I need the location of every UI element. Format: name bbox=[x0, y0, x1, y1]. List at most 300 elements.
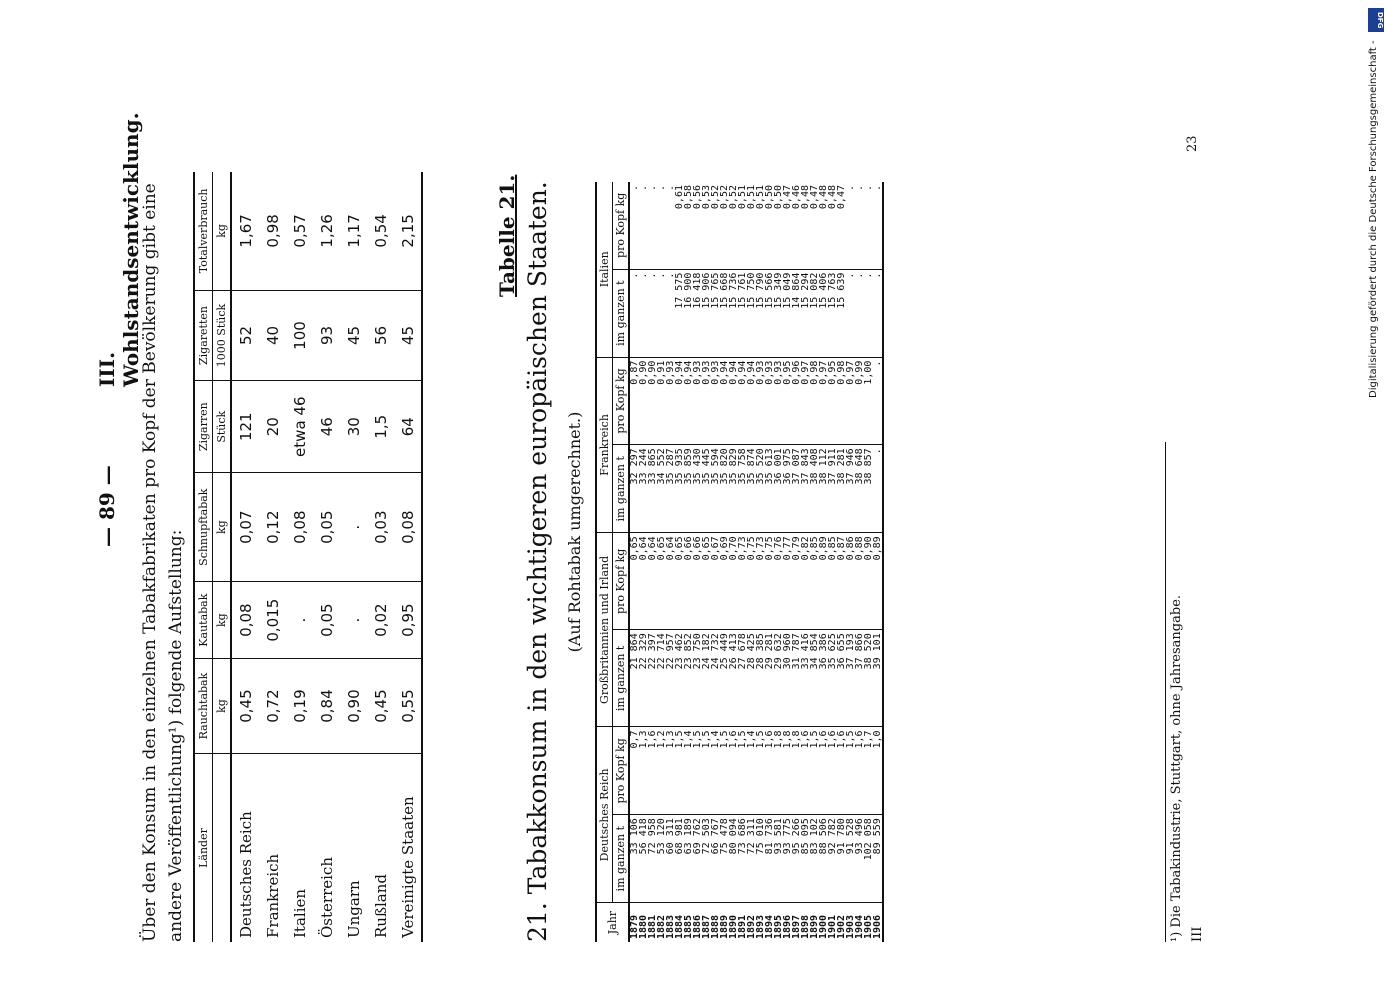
value-cell: 15 566 bbox=[765, 269, 774, 357]
subheader: im ganzen t bbox=[613, 269, 630, 357]
value-cell: . bbox=[340, 473, 367, 582]
value-cell: 0,95 bbox=[394, 582, 422, 659]
table1-unit: 1000 Stück bbox=[213, 290, 232, 381]
value-cell: 93 775 bbox=[783, 815, 792, 903]
year-cell: 1906 bbox=[873, 903, 883, 942]
value-cell: 0,85 bbox=[828, 533, 837, 630]
value-cell: 0,50 bbox=[773, 185, 784, 210]
value-cell: . bbox=[864, 269, 873, 357]
value-cell: 1,7 bbox=[864, 727, 873, 815]
value-cell: 0,93 bbox=[711, 357, 720, 445]
year-cell: 1883 bbox=[666, 903, 675, 942]
value-cell: . bbox=[648, 269, 657, 357]
value-cell: 68 981 bbox=[675, 815, 684, 903]
value-cell: . bbox=[340, 582, 367, 659]
value-cell: 1,8 bbox=[774, 727, 783, 815]
value-cell: 15 763 bbox=[828, 269, 837, 357]
value-cell: 31 787 bbox=[792, 630, 801, 727]
value-cell: 1,4 bbox=[684, 727, 693, 815]
value-cell: 2,15 bbox=[398, 214, 417, 248]
value-cell: 0,52 bbox=[728, 185, 739, 210]
value-cell: 0,02 bbox=[367, 582, 394, 659]
country-cell: Vereinigte Staaten bbox=[394, 754, 422, 943]
value-cell: 0,08 bbox=[231, 582, 259, 659]
value-cell: 93 496 bbox=[855, 815, 864, 903]
value-cell: 1,67 bbox=[236, 214, 255, 248]
year-cell: 1881 bbox=[648, 903, 657, 942]
value-cell: 0,45 bbox=[231, 659, 259, 754]
table-label: Tabelle 21. bbox=[495, 174, 519, 297]
year-cell: 1891 bbox=[738, 903, 747, 942]
value-cell: 22 397 bbox=[648, 630, 657, 727]
value-cell: . bbox=[638, 185, 649, 192]
table-row bbox=[259, 172, 286, 942]
value-cell: 21 864 bbox=[629, 630, 639, 727]
table-row bbox=[313, 172, 340, 942]
table-row bbox=[340, 172, 367, 942]
value-cell: 15 668 bbox=[720, 269, 729, 357]
value-cell: 1,5 bbox=[675, 727, 684, 815]
value-cell: 0,94 bbox=[738, 357, 747, 445]
year-cell: 1888 bbox=[711, 903, 720, 942]
value-cell: 72 311 bbox=[747, 815, 756, 903]
value-cell: 27 678 bbox=[738, 630, 747, 727]
country-cell: Frankreich bbox=[259, 754, 286, 943]
value-cell: 80 094 bbox=[729, 815, 738, 903]
value-cell: 69 762 bbox=[693, 815, 702, 903]
year-cell: 1898 bbox=[801, 903, 810, 942]
value-cell: 15 750 bbox=[747, 269, 756, 357]
value-cell: 20 bbox=[259, 381, 286, 473]
year-cell: 1899 bbox=[810, 903, 819, 942]
year-cell: 1893 bbox=[756, 903, 765, 942]
value-cell: 36 655 bbox=[837, 630, 846, 727]
value-cell: 0,48 bbox=[800, 185, 811, 210]
value-cell: 0,93 bbox=[693, 357, 702, 445]
value-cell: 52 bbox=[231, 290, 259, 381]
value-cell: 28 425 bbox=[747, 630, 756, 727]
value-cell: 24 732 bbox=[711, 630, 720, 727]
year-header: Jahr bbox=[596, 903, 629, 942]
value-cell: 1,8 bbox=[783, 727, 792, 815]
value-cell: 0,86 bbox=[846, 533, 855, 630]
value-cell: 38 408 bbox=[810, 445, 819, 533]
value-cell: 83 102 bbox=[810, 815, 819, 903]
value-cell: 91 780 bbox=[837, 815, 846, 903]
value-cell: 72 958 bbox=[648, 815, 657, 903]
value-cell: 0,75 bbox=[747, 533, 756, 630]
value-cell: 15 406 bbox=[819, 269, 828, 357]
value-cell: 0,58 bbox=[683, 185, 694, 210]
year-cell: 1901 bbox=[828, 903, 837, 942]
value-cell: 38 648 bbox=[855, 445, 864, 533]
value-cell: 0,45 bbox=[367, 659, 394, 754]
value-cell: 0,88 bbox=[855, 533, 864, 630]
value-cell: 1,2 bbox=[657, 727, 666, 815]
value-cell: . bbox=[647, 185, 658, 192]
value-cell: 0,015 bbox=[259, 582, 286, 659]
table1-unit: kg bbox=[213, 582, 232, 659]
country-cell: Italien bbox=[286, 754, 313, 943]
year-cell: 1880 bbox=[639, 903, 648, 942]
value-cell: 92 782 bbox=[828, 815, 837, 903]
value-cell: 22 714 bbox=[657, 630, 666, 727]
value-cell: 37 866 bbox=[855, 630, 864, 727]
consumption-table bbox=[193, 172, 423, 942]
country-cell: Rußland bbox=[367, 754, 394, 943]
year-cell: 1884 bbox=[675, 903, 684, 942]
year-cell: 1895 bbox=[774, 903, 783, 942]
value-cell: 0,64 bbox=[639, 533, 648, 630]
value-cell: 0,91 bbox=[657, 357, 666, 445]
value-cell: 53 120 bbox=[657, 815, 666, 903]
value-cell: 0,85 bbox=[810, 533, 819, 630]
value-cell: . bbox=[873, 357, 883, 445]
value-cell: 75 478 bbox=[720, 815, 729, 903]
value-cell: 35 445 bbox=[702, 445, 711, 533]
value-cell: 0,47 bbox=[836, 185, 847, 210]
value-cell: 0,54 bbox=[371, 214, 390, 248]
year-cell: 1902 bbox=[837, 903, 846, 942]
table1-unit: kg bbox=[213, 172, 232, 290]
value-cell: 1,6 bbox=[765, 727, 774, 815]
value-cell: 1,00 bbox=[864, 357, 873, 445]
subheader: im ganzen t bbox=[613, 815, 630, 903]
value-cell: 0,87 bbox=[629, 357, 639, 445]
value-cell: 35 859 bbox=[684, 445, 693, 533]
value-cell: 16 418 bbox=[693, 269, 702, 357]
value-cell: 36 975 bbox=[783, 445, 792, 533]
value-cell: 35 613 bbox=[765, 445, 774, 533]
value-cell: 35 874 bbox=[747, 445, 756, 533]
value-cell: 0,94 bbox=[720, 357, 729, 445]
value-cell: 16 900 bbox=[684, 269, 693, 357]
section-title: III. Wohlstandsentwicklung. bbox=[95, 112, 143, 387]
value-cell: 38 281 bbox=[837, 445, 846, 533]
value-cell: 0,94 bbox=[684, 357, 693, 445]
value-cell: 35 520 bbox=[756, 445, 765, 533]
value-cell: 60 311 bbox=[666, 815, 675, 903]
value-cell: 64 bbox=[394, 381, 422, 473]
value-cell: 63 189 bbox=[684, 815, 693, 903]
value-cell: 0,05 bbox=[313, 582, 340, 659]
value-cell: 0,53 bbox=[701, 185, 712, 210]
value-cell: 15 761 bbox=[738, 269, 747, 357]
value-cell: 0,61 bbox=[674, 185, 685, 210]
value-cell: 0,93 bbox=[774, 357, 783, 445]
value-cell: 0,07 bbox=[231, 473, 259, 582]
value-cell: 15 906 bbox=[702, 269, 711, 357]
value-cell: 0,95 bbox=[783, 357, 792, 445]
table1-header: Zigarren bbox=[194, 381, 213, 473]
value-cell: 37 843 bbox=[801, 445, 810, 533]
value-cell: 0,57 bbox=[290, 214, 309, 248]
value-cell: 1,5 bbox=[702, 727, 711, 815]
value-cell: 0,73 bbox=[738, 533, 747, 630]
value-cell: 15 639 bbox=[837, 269, 846, 357]
value-cell: 56 bbox=[367, 290, 394, 381]
table-row bbox=[286, 172, 313, 942]
value-cell: 75 010 bbox=[756, 815, 765, 903]
value-cell: 46 bbox=[313, 381, 340, 473]
value-cell: 35 625 bbox=[828, 630, 837, 727]
value-cell: 0,08 bbox=[286, 473, 313, 582]
value-cell: 0,75 bbox=[765, 533, 774, 630]
value-cell: 33 416 bbox=[801, 630, 810, 727]
value-cell: 93 581 bbox=[774, 815, 783, 903]
value-cell: 0,51 bbox=[746, 185, 757, 210]
value-cell: 0,64 bbox=[666, 533, 675, 630]
table-row bbox=[873, 182, 883, 942]
value-cell: 72 503 bbox=[702, 815, 711, 903]
value-cell: . bbox=[845, 185, 856, 192]
value-cell: 0,89 bbox=[873, 533, 883, 630]
value-cell: 0,87 bbox=[837, 533, 846, 630]
value-cell: 0,94 bbox=[729, 357, 738, 445]
value-cell: 24 182 bbox=[702, 630, 711, 727]
page-header bbox=[95, 112, 143, 942]
value-cell: 1,6 bbox=[819, 727, 828, 815]
value-cell: 0,52 bbox=[710, 185, 721, 210]
year-cell: 1903 bbox=[846, 903, 855, 942]
value-cell: 0,95 bbox=[828, 357, 837, 445]
value-cell: 37 946 bbox=[846, 445, 855, 533]
value-cell: 35 430 bbox=[693, 445, 702, 533]
value-cell: 88 506 bbox=[819, 815, 828, 903]
value-cell: 23 462 bbox=[675, 630, 684, 727]
value-cell: 0,76 bbox=[774, 533, 783, 630]
value-cell: 0,98 bbox=[837, 357, 846, 445]
value-cell: 0,64 bbox=[648, 533, 657, 630]
year-cell: 1897 bbox=[792, 903, 801, 942]
value-cell: 28 385 bbox=[756, 630, 765, 727]
value-cell: 85 095 bbox=[801, 815, 810, 903]
value-cell: 0,96 bbox=[792, 357, 801, 445]
value-cell: 37 193 bbox=[846, 630, 855, 727]
value-cell: 0,90 bbox=[639, 357, 648, 445]
value-cell: 91 528 bbox=[846, 815, 855, 903]
subheader: pro Kopf kg bbox=[613, 182, 630, 269]
year-cell: 1904 bbox=[855, 903, 864, 942]
value-cell: 0,97 bbox=[846, 357, 855, 445]
value-cell: 0,66 bbox=[684, 533, 693, 630]
value-cell: . bbox=[855, 269, 864, 357]
value-cell: 45 bbox=[394, 290, 422, 381]
value-cell: 0,03 bbox=[367, 473, 394, 582]
table1-header: Rauchtabak bbox=[194, 659, 213, 754]
value-cell: . bbox=[629, 269, 639, 357]
value-cell: 39 101 bbox=[873, 630, 883, 727]
value-cell: 0,52 bbox=[719, 185, 730, 210]
country-cell: Ungarn bbox=[340, 754, 367, 943]
value-cell: 1,6 bbox=[729, 727, 738, 815]
value-cell: 0,77 bbox=[783, 533, 792, 630]
value-cell: 0,56 bbox=[692, 185, 703, 210]
sheet-number: 23 bbox=[1185, 135, 1200, 152]
value-cell: 26 413 bbox=[729, 630, 738, 727]
tobacco-consumption-table bbox=[595, 182, 884, 942]
value-cell: 0,70 bbox=[729, 533, 738, 630]
country-group-header: Italien bbox=[596, 182, 613, 357]
table1-header: Länder bbox=[194, 754, 213, 943]
table1-header: Zigaretten bbox=[194, 290, 213, 381]
value-cell: 0,66 bbox=[693, 533, 702, 630]
value-cell: 0,89 bbox=[819, 533, 828, 630]
value-cell: 0,84 bbox=[313, 659, 340, 754]
value-cell: 0,90 bbox=[340, 659, 367, 754]
value-cell: 29 632 bbox=[774, 630, 783, 727]
value-cell: 0,93 bbox=[765, 357, 774, 445]
value-cell: 121 bbox=[231, 381, 259, 473]
value-cell: 22 957 bbox=[666, 630, 675, 727]
value-cell: 0,98 bbox=[810, 357, 819, 445]
year-cell: 1900 bbox=[819, 903, 828, 942]
value-cell: 0,08 bbox=[394, 473, 422, 582]
year-cell: 1890 bbox=[729, 903, 738, 942]
value-cell: . bbox=[854, 185, 865, 192]
value-cell: 0,48 bbox=[827, 185, 838, 210]
value-cell: 1,6 bbox=[648, 727, 657, 815]
value-cell: 0,51 bbox=[737, 185, 748, 210]
value-cell: 0,12 bbox=[259, 473, 286, 582]
value-cell: 35 758 bbox=[738, 445, 747, 533]
subheader: im ganzen t bbox=[613, 630, 630, 727]
value-cell: 0,65 bbox=[702, 533, 711, 630]
year-cell: 1892 bbox=[747, 903, 756, 942]
value-cell: 22 329 bbox=[639, 630, 648, 727]
value-cell: . bbox=[665, 185, 676, 192]
value-cell: 1,6 bbox=[837, 727, 846, 815]
year-cell: 1879 bbox=[629, 903, 639, 942]
value-cell: 15 736 bbox=[729, 269, 738, 357]
value-cell: 29 281 bbox=[765, 630, 774, 727]
table-row bbox=[394, 172, 422, 942]
value-cell: 15 294 bbox=[801, 269, 810, 357]
value-cell: 0,55 bbox=[394, 659, 422, 754]
dfg-logo: DFG bbox=[1368, 8, 1384, 32]
value-cell: 15 082 bbox=[810, 269, 819, 357]
value-cell: 35 594 bbox=[711, 445, 720, 533]
value-cell: 0,72 bbox=[259, 659, 286, 754]
table-row bbox=[231, 172, 259, 942]
value-cell: . bbox=[639, 269, 648, 357]
value-cell: 0,94 bbox=[747, 357, 756, 445]
value-cell: 15 765 bbox=[711, 269, 720, 357]
value-cell: 0,47 bbox=[782, 185, 793, 210]
value-cell: 0,47 bbox=[809, 185, 820, 210]
value-cell: 35 935 bbox=[675, 445, 684, 533]
value-cell: 15 349 bbox=[774, 269, 783, 357]
value-cell: 0,90 bbox=[648, 357, 657, 445]
value-cell: 25 449 bbox=[720, 630, 729, 727]
value-cell: 0,46 bbox=[791, 185, 802, 210]
value-cell: 1,5 bbox=[693, 727, 702, 815]
table1-unit: kg bbox=[213, 473, 232, 582]
value-cell: . bbox=[873, 445, 883, 533]
value-cell: 1,6 bbox=[828, 727, 837, 815]
value-cell: 0,93 bbox=[666, 357, 675, 445]
value-cell: etwa 46 bbox=[286, 381, 313, 473]
value-cell: 73 686 bbox=[738, 815, 747, 903]
country-cell: Österreich bbox=[313, 754, 340, 943]
year-cell: 1886 bbox=[693, 903, 702, 942]
value-cell: 38 112 bbox=[819, 445, 828, 533]
value-cell: 0,94 bbox=[675, 357, 684, 445]
value-cell: 95 266 bbox=[792, 815, 801, 903]
value-cell: 0,69 bbox=[720, 533, 729, 630]
table1-header: Schnupftabak bbox=[194, 473, 213, 582]
dfg-credit-text: Digitalisierung gefördert durch die Deutsche Forschungsgemeinschaft - bbox=[1368, 40, 1379, 398]
value-cell: 100 bbox=[286, 290, 313, 381]
value-cell: . bbox=[629, 185, 640, 192]
value-cell: 89 559 bbox=[873, 815, 883, 903]
value-cell: 0,19 bbox=[286, 659, 313, 754]
value-cell: 38 520 bbox=[864, 630, 873, 727]
value-cell: 93 bbox=[313, 290, 340, 381]
value-cell: 1,5 bbox=[810, 727, 819, 815]
value-cell: 36 001 bbox=[774, 445, 783, 533]
value-cell: 33 244 bbox=[639, 445, 648, 533]
value-cell: 0,7 bbox=[629, 727, 639, 815]
value-cell: 1,6 bbox=[801, 727, 810, 815]
value-cell: . bbox=[863, 185, 874, 192]
year-cell: 1889 bbox=[720, 903, 729, 942]
value-cell: 35 820 bbox=[720, 445, 729, 533]
value-cell: 1,17 bbox=[344, 214, 363, 248]
value-cell: 35 287 bbox=[666, 445, 675, 533]
value-cell: . bbox=[872, 185, 883, 192]
value-cell: 1,3 bbox=[639, 727, 648, 815]
table1-unit bbox=[213, 754, 232, 943]
table-row bbox=[367, 172, 394, 942]
country-group-header: Deutsches Reich bbox=[596, 727, 613, 903]
year-cell: 1887 bbox=[702, 903, 711, 942]
value-cell: 32 297 bbox=[629, 445, 639, 533]
value-cell: 33 106 bbox=[629, 815, 639, 903]
table1-unit: kg bbox=[213, 659, 232, 754]
value-cell: 34 552 bbox=[657, 445, 666, 533]
value-cell: 1,8 bbox=[792, 727, 801, 815]
subheader: pro Kopf kg bbox=[613, 727, 630, 815]
value-cell: 34 854 bbox=[810, 630, 819, 727]
value-cell: 0,65 bbox=[657, 533, 666, 630]
value-cell: 15 049 bbox=[783, 269, 792, 357]
value-cell: . bbox=[666, 269, 675, 357]
value-cell: 37 911 bbox=[828, 445, 837, 533]
value-cell: 33 865 bbox=[648, 445, 657, 533]
subheader: pro Kopf kg bbox=[613, 533, 630, 630]
value-cell: 56 418 bbox=[639, 815, 648, 903]
value-cell: 0,67 bbox=[711, 533, 720, 630]
dfg-credit bbox=[1350, 8, 1384, 398]
value-cell: 37 087 bbox=[792, 445, 801, 533]
value-cell: . bbox=[846, 269, 855, 357]
subheader: pro Kopf kg bbox=[613, 357, 630, 445]
value-cell: 36 386 bbox=[819, 630, 828, 727]
table-subtitle: (Auf Rohtabak umgerechnet.) bbox=[565, 411, 584, 653]
value-cell: 1,3 bbox=[666, 727, 675, 815]
table-title: 21. Tabakkonsum in den wichtigeren europäischen Staaten. bbox=[523, 181, 552, 942]
value-cell: . bbox=[656, 185, 667, 192]
country-cell: Deutsches Reich bbox=[231, 754, 259, 943]
year-cell: 1896 bbox=[783, 903, 792, 942]
value-cell: 1,5 bbox=[367, 381, 394, 473]
value-cell: 0,93 bbox=[702, 357, 711, 445]
value-cell: 66 767 bbox=[711, 815, 720, 903]
value-cell: 1,26 bbox=[317, 214, 336, 248]
value-cell: 30 960 bbox=[783, 630, 792, 727]
page-number: — 89 — bbox=[95, 465, 119, 547]
